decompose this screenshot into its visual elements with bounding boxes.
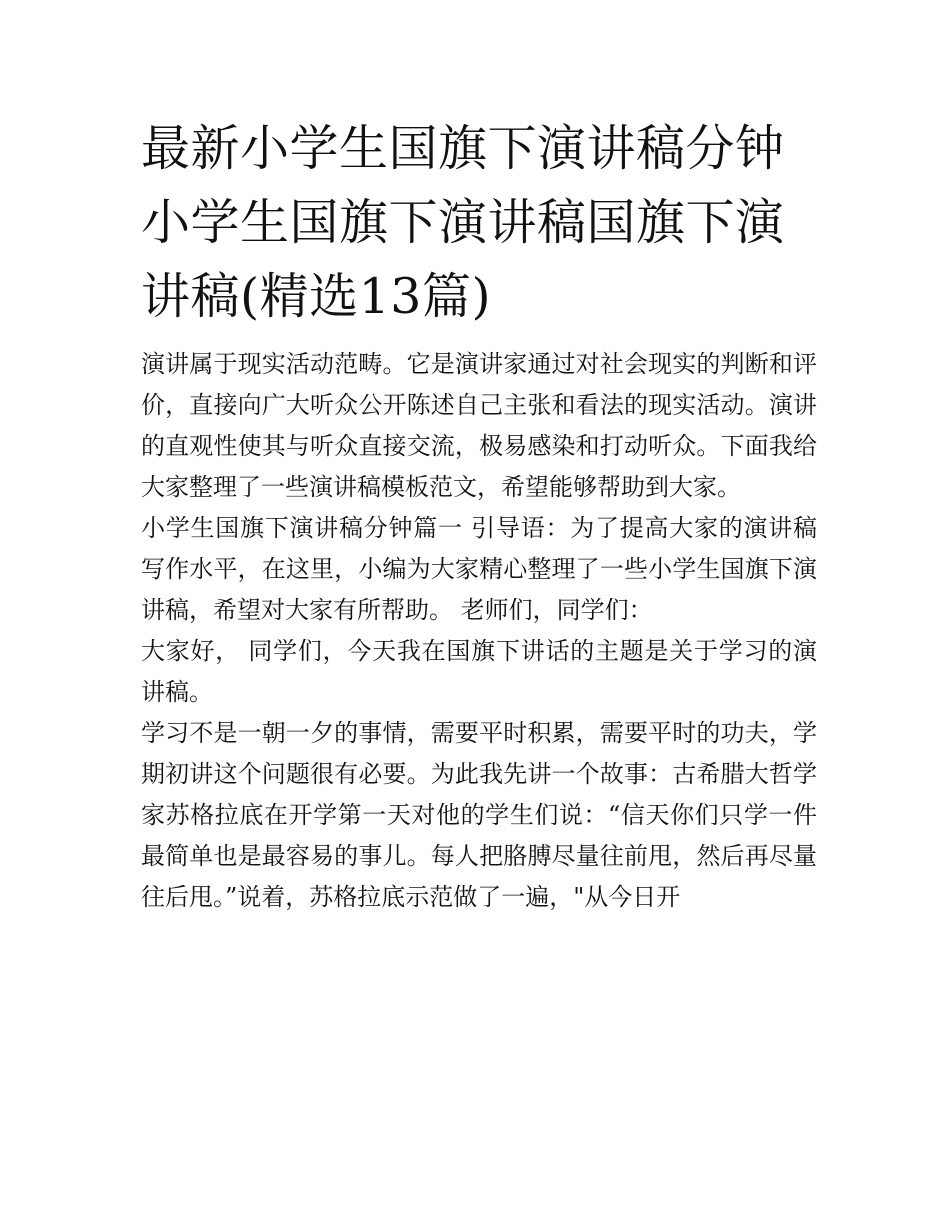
- paragraph-greeting: 大家好， 同学们，今天我在国旗下讲话的主题是关于学习的演讲稿。: [141, 637, 817, 706]
- document-title: 最新小学生国旗下演讲稿分钟小学生国旗下演讲稿国旗下演讲稿(精选13篇): [141, 120, 785, 325]
- document-body: [141, 112, 817, 918]
- paragraph-speech-intro: 小学生国旗下演讲稿分钟篇一 引导语：为了提高大家的演讲稿写作水平，在这里，小编为大家精心整理了一些小学生国旗下演讲稿，希望对大家有所帮助。 老师们，同学们：: [141, 514, 817, 624]
- paragraph-intro: 演讲属于现实活动范畴。它是演讲家通过对社会现实的判断和评价，直接向广大听众公开陈述自己主张和看法的现实活动。演讲的直观性使其与听众直接交流，极易感染和打动听众。下面我给大家整理了一些演讲稿模板范文，希望能够帮助到大家。: [141, 350, 817, 501]
- paragraph-story: 学习不是一朝一夕的事情，需要平时积累，需要平时的功夫，学期初讲这个问题很有必要。为此我先讲一个故事：古希腊大哲学家苏格拉底在开学第一天对他的学生们说：“信天你们只学一件最简单也是最容易的事儿。每人把胳膊尽量往前甩，然后再尽量往后甩。”说着，苏格拉底示范做了一遍，"从今日开: [141, 719, 817, 911]
